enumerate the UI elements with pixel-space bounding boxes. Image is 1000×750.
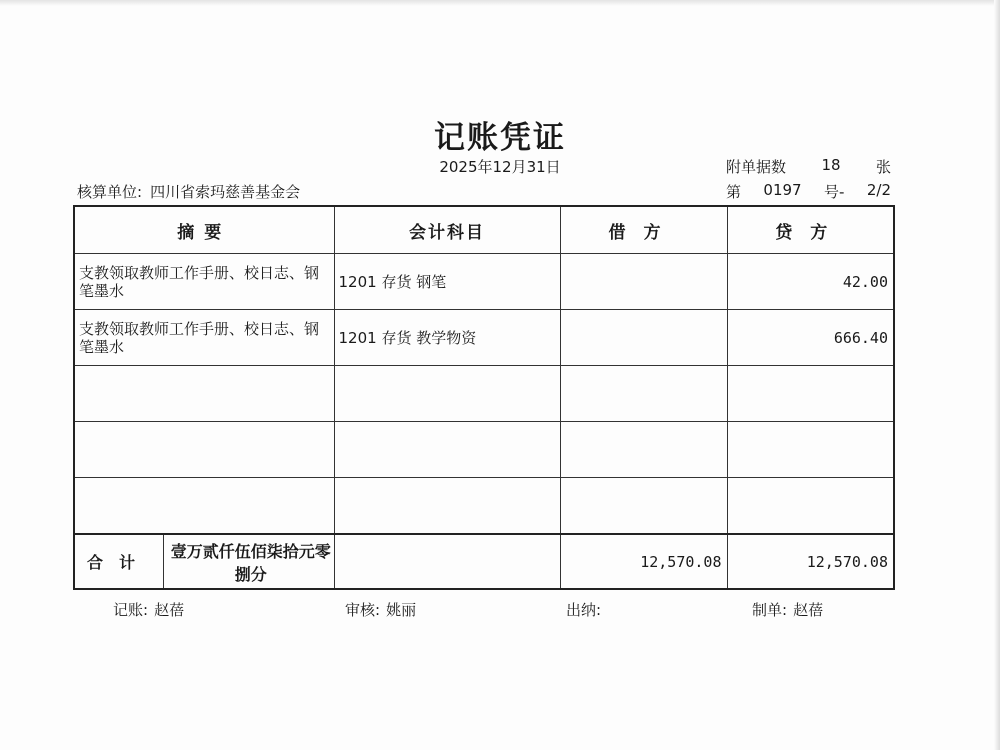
accounting-unit [77,181,300,202]
reviewer-signature [345,599,416,620]
scan-edge-top [0,0,1000,6]
total-debit: 12,570.08 [560,534,727,589]
table-row [74,366,894,422]
total-row [74,534,894,589]
attachments-label: 附单据数 [726,158,787,176]
bookkeeper-name: 赵蓓 [154,601,185,619]
row-debit [560,422,727,478]
preparer-signature [752,599,823,620]
number-prefix: 第 [726,183,742,201]
reviewer-name: 姚丽 [386,601,417,619]
table-row [74,422,894,478]
row-summary [74,422,334,478]
table-row [74,478,894,535]
header-account: 会计科目 [334,206,560,254]
bookkeeper-label: 记账: [113,601,149,619]
total-label: 合计 [75,535,164,588]
row-summary [74,366,334,422]
preparer-label: 制单: [752,601,788,619]
header-credit: 贷方 [727,206,894,254]
total-credit: 12,570.08 [727,534,894,589]
reviewer-label: 审核: [345,601,381,619]
number-value: 0197 [763,181,802,199]
attachments-unit: 张 [875,158,891,176]
row-summary: 支教领取教师工作手册、校日志、钢笔墨水 [74,254,334,310]
voucher-table [73,205,895,590]
attachments-count: 18 [821,156,841,174]
cashier-label: 出纳: [566,601,602,619]
voucher-number [726,181,891,202]
row-debit [560,254,727,310]
row-account: 1201 存货 钢笔 [334,254,560,310]
row-account: 1201 存货 教学物资 [334,310,560,366]
voucher-date: 2025年12月31日 [439,158,561,176]
row-account [334,366,560,422]
preparer-name: 赵蓓 [793,601,824,619]
row-account [334,478,560,535]
row-credit: 42.00 [727,254,894,310]
unit-label: 核算单位: [77,183,143,201]
unit-name: 四川省索玛慈善基金会 [150,183,301,201]
total-label-cell [74,534,334,589]
row-credit [727,478,894,535]
total-account-blank [334,534,560,589]
voucher-title: 记账凭证 [434,120,566,156]
row-summary [74,478,334,535]
header-row [74,206,894,254]
page-indicator: 2/2 [866,181,891,199]
number-suffix: 号- [824,183,845,201]
header-summary: 摘要 [74,206,334,254]
table-row [74,310,894,366]
row-debit [560,478,727,535]
row-summary: 支教领取教师工作手册、校日志、钢笔墨水 [74,310,334,366]
header-debit: 借方 [560,206,727,254]
attachments-info [726,156,891,177]
row-account [334,422,560,478]
row-credit [727,422,894,478]
bookkeeper-signature [113,599,184,620]
row-debit [560,310,727,366]
row-credit: 666.40 [727,310,894,366]
table-row [74,254,894,310]
total-amount-words: 壹万贰仟伍佰柒拾元零捌分 [170,541,331,584]
row-credit [727,366,894,422]
cashier-signature [566,599,607,620]
row-debit [560,366,727,422]
